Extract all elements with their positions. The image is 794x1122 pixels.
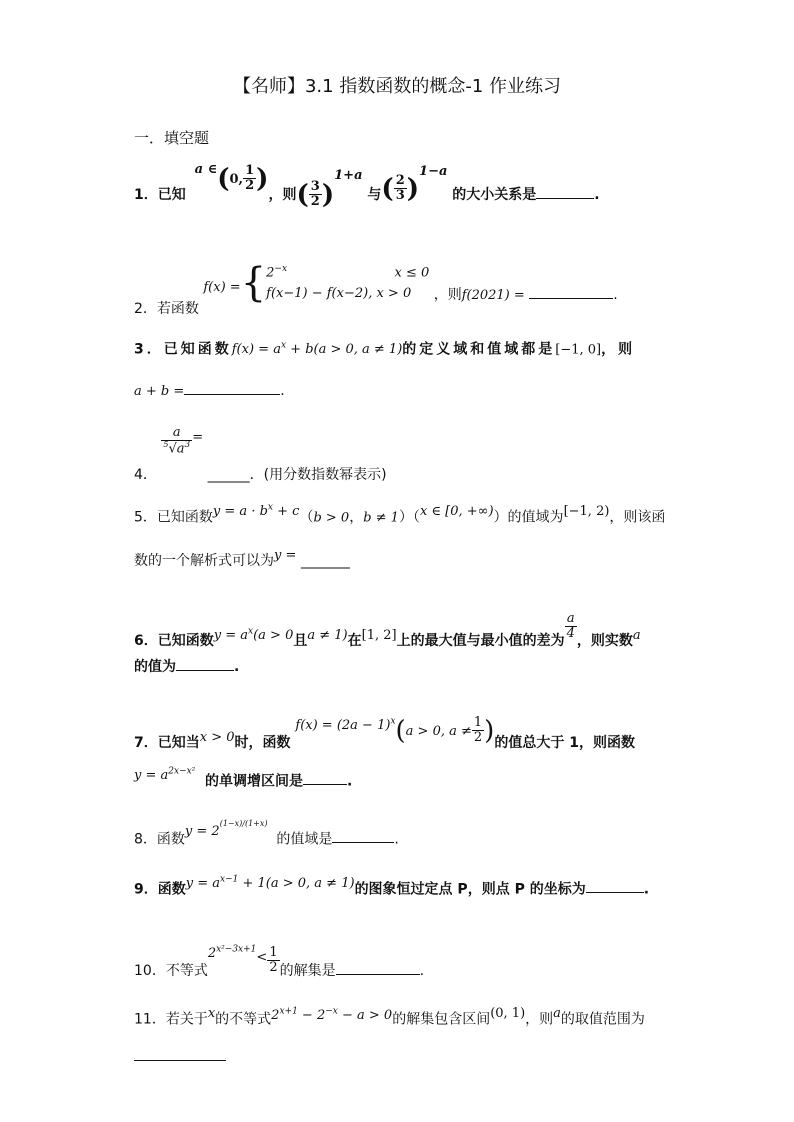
question-1: 1．已知 a ∈(0, $\frac{1}{2}$ )，则( $\frac{3}{2}$ )$^{1+a}$ 与( $\frac{2}{3}$ )$^{1-a}$ 的大小关系是 . <box>134 161 600 210</box>
question-9: 9．函数$y = a^{x-1} + 1(a > 0$, a ≠ 1)的图象恒过定点 P，则点 P 的坐标为 . <box>134 875 650 898</box>
section-heading: 一．填空题 <box>134 129 210 147</box>
question-5-line2: 数的一个解析式可以为y = _______ <box>134 548 350 569</box>
question-6: 6．已知函数$y = a^x(a > 0$且a ≠ 1)在[1, 2]上的最大值与最小值的差为 $\frac{a}{4}$ ，则实数a <box>134 611 641 649</box>
document-title: 【名师】3.1 指数函数的概念-1 作业练习 <box>232 76 561 97</box>
question-11-blank <box>134 1050 226 1064</box>
question-3: 3．已知函数$f(x) = a^x + b(a > 0$, a ≠ 1)的定义域和值域都是[−1, 0]，则 <box>134 341 636 358</box>
question-5: 5．已知函数$y = a \cdot b^x + c(b > 0$，b ≠ 1）（x ∈ [0, +∞)）的值域为[−1, 2)，则该函 <box>134 503 666 526</box>
question-8: 8．函数$y = 2^{(1-x)/(1+x)}$ 的值域是 . <box>134 819 399 848</box>
question-2: 2．若函数 $f(x) =\{2^{-x}$ x ≤ 0 f(x−1) − f(x−2), x > 0 ，则f(2021) = . <box>134 260 618 318</box>
question-3-line2: a + b = . <box>134 383 285 399</box>
question-6-line2: 的值为 . <box>134 659 240 675</box>
question-7-line2: $y = a^{2x-x^2}$ 的单调增区间是 . <box>134 767 353 790</box>
question-11: 11．若关于x的不等式$2^{x+1} - 2^{-x} - a > 0$的解集包含区间(0, 1)，则a的取值范围为 <box>134 1006 645 1028</box>
question-7: 7．已知当x > 0时，函数 $f(x) = (2a - 1)^x(a > 0$, a ≠ $\frac{1}{2}$ )的值总大于 1，则函数 <box>134 715 635 751</box>
question-10: 10．不等式$2^{x^2-3x+1}<$ $\frac{1}{2}$ 的解集是 . <box>134 944 425 979</box>
question-4: 4． $\frac{a}{^5√a^3}$ = ______．(用分数指数幂表示) <box>134 425 387 484</box>
